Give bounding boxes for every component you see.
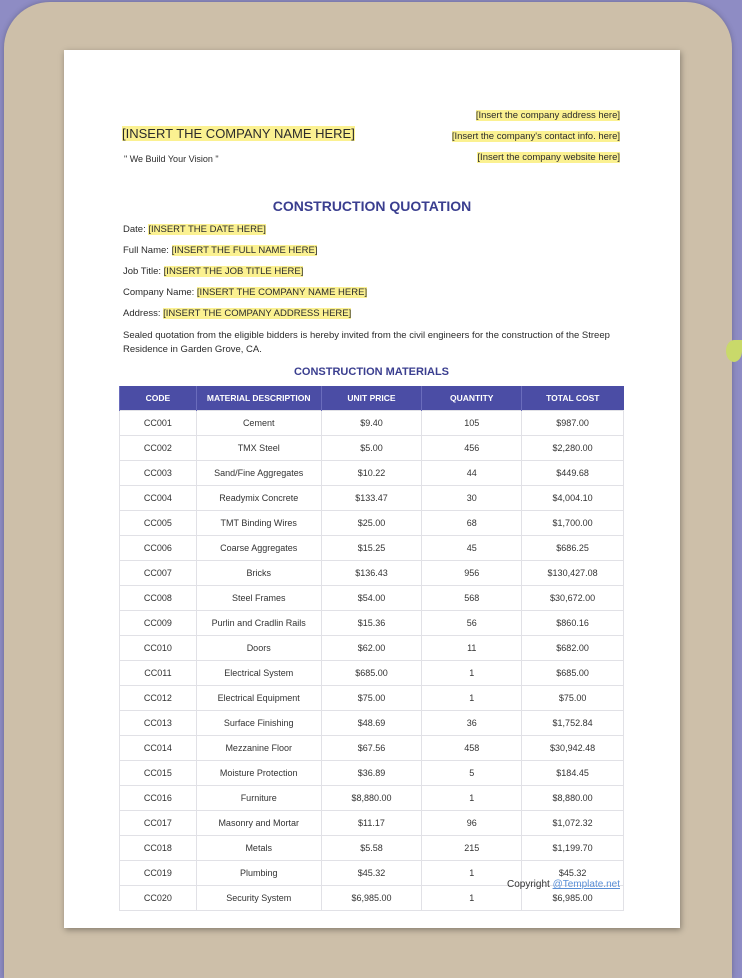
cell-quantity: 456 (422, 436, 522, 461)
cell-code: CC018 (120, 836, 197, 861)
cell-quantity: 956 (422, 561, 522, 586)
cell-code: CC002 (120, 436, 197, 461)
cell-description: Furniture (196, 786, 321, 811)
cell-code: CC009 (120, 611, 197, 636)
table-row (120, 661, 624, 686)
materials-table-title: CONSTRUCTION MATERIALS (293, 366, 449, 378)
cell-description: Electrical System (196, 661, 321, 686)
cell-quantity: 68 (422, 511, 522, 536)
column-header-quantity: QUANTITY (422, 386, 522, 411)
cell-quantity: 5 (422, 761, 522, 786)
cell-code: CC001 (120, 411, 197, 436)
cell-quantity: 1 (422, 661, 522, 686)
cell-total-cost: $2,280.00 (522, 436, 624, 461)
cell-quantity: 45 (422, 536, 522, 561)
cell-unit-price: $45.32 (321, 861, 422, 886)
cell-description: Cement (196, 411, 321, 436)
cell-unit-price: $15.25 (321, 536, 422, 561)
cell-description: Steel Frames (196, 586, 321, 611)
cell-unit-price: $36.89 (321, 761, 422, 786)
cell-total-cost: $1,700.00 (522, 511, 624, 536)
table-row (120, 511, 624, 536)
cell-unit-price: $75.00 (321, 686, 422, 711)
company-website: [Insert the company website here] (477, 152, 620, 163)
cell-description: TMT Binding Wires (196, 511, 321, 536)
field-date: Date: [INSERT THE DATE HERE] (123, 224, 266, 235)
cell-total-cost: $30,942.48 (522, 736, 624, 761)
cell-description: Electrical Equipment (196, 686, 321, 711)
leaf-decoration (726, 340, 742, 362)
cell-description: Doors (196, 636, 321, 661)
cell-total-cost: $987.00 (522, 411, 624, 436)
cell-unit-price: $48.69 (321, 711, 422, 736)
field-value: [INSERT THE COMPANY ADDRESS HERE] (163, 308, 352, 319)
cell-code: CC017 (120, 811, 197, 836)
cell-unit-price: $25.00 (321, 511, 422, 536)
cell-description: Metals (196, 836, 321, 861)
cell-quantity: 1 (422, 686, 522, 711)
cell-code: CC006 (120, 536, 197, 561)
field-full-name: Full Name: [INSERT THE FULL NAME HERE] (123, 245, 318, 256)
column-header-unit-price: UNIT PRICE (321, 386, 422, 411)
cell-quantity: 56 (422, 611, 522, 636)
table-row (120, 436, 624, 461)
cell-total-cost: $6,985.00 (522, 886, 624, 911)
cell-quantity: 30 (422, 486, 522, 511)
cell-unit-price: $11.17 (321, 811, 422, 836)
cell-code: CC007 (120, 561, 197, 586)
table-header-row (120, 386, 624, 411)
cell-quantity: 105 (422, 411, 522, 436)
field-value: [INSERT THE FULL NAME HERE] (171, 245, 318, 256)
materials-table-body (120, 411, 624, 911)
field-value: [INSERT THE COMPANY NAME HERE] (196, 287, 368, 298)
cell-quantity: 44 (422, 461, 522, 486)
template-link[interactable]: @Template.net (552, 879, 620, 890)
company-address: [Insert the company address here] (475, 110, 620, 121)
cell-code: CC019 (120, 861, 197, 886)
cell-unit-price: $62.00 (321, 636, 422, 661)
cell-code: CC005 (120, 511, 197, 536)
cell-unit-price: $8,880.00 (321, 786, 422, 811)
cell-quantity: 11 (422, 636, 522, 661)
cell-total-cost: $30,672.00 (522, 586, 624, 611)
table-row (120, 736, 624, 761)
cell-description: Readymix Concrete (196, 486, 321, 511)
cell-code: CC011 (120, 661, 197, 686)
cell-code: CC003 (120, 461, 197, 486)
cell-total-cost: $1,752.84 (522, 711, 624, 736)
column-header-total-cost: TOTAL COST (522, 386, 624, 411)
cell-quantity: 215 (422, 836, 522, 861)
cell-total-cost: $1,072.32 (522, 811, 624, 836)
cell-total-cost: $860.16 (522, 611, 624, 636)
cell-code: CC015 (120, 761, 197, 786)
document-title: CONSTRUCTION QUOTATION (272, 198, 472, 214)
cell-unit-price: $15.36 (321, 611, 422, 636)
cell-code: CC012 (120, 686, 197, 711)
cell-unit-price: $685.00 (321, 661, 422, 686)
table-row (120, 611, 624, 636)
table-row (120, 686, 624, 711)
cell-description: Mezzanine Floor (196, 736, 321, 761)
cell-unit-price: $136.43 (321, 561, 422, 586)
table-row (120, 586, 624, 611)
cell-total-cost: $75.00 (522, 686, 624, 711)
cell-code: CC016 (120, 786, 197, 811)
cell-unit-price: $67.56 (321, 736, 422, 761)
table-row (120, 486, 624, 511)
cell-quantity: 458 (422, 736, 522, 761)
cell-quantity: 1 (422, 786, 522, 811)
cell-quantity: 1 (422, 886, 522, 911)
cell-description: TMX Steel (196, 436, 321, 461)
field-value: [INSERT THE JOB TITLE HERE] (163, 266, 304, 277)
column-header-code: CODE (120, 386, 197, 411)
cell-total-cost: $184.45 (522, 761, 624, 786)
field-address: Address: [INSERT THE COMPANY ADDRESS HERE] (123, 308, 352, 319)
cell-total-cost: $4,004.10 (522, 486, 624, 511)
cell-unit-price: $9.40 (321, 411, 422, 436)
cell-quantity: 36 (422, 711, 522, 736)
company-tagline: " We Build Your Vision " (124, 154, 219, 164)
field-company-name: Company Name: [INSERT THE COMPANY NAME HERE] (123, 287, 368, 298)
company-contact: [Insert the company's contact info. here] (451, 131, 620, 142)
field-value: [INSERT THE DATE HERE] (148, 224, 266, 235)
table-row (120, 536, 624, 561)
cell-description: Sand/Fine Aggregates (196, 461, 321, 486)
cell-description: Moisture Protection (196, 761, 321, 786)
cell-code: CC010 (120, 636, 197, 661)
cell-description: Purlin and Cradlin Rails (196, 611, 321, 636)
intro-paragraph: Sealed quotation from the eligible bidders is hereby invited from the civil engineers for the construction of the Streep Residence in Garden Grove, CA. (123, 330, 610, 355)
table-row (120, 836, 624, 861)
cell-description: Bricks (196, 561, 321, 586)
cell-unit-price: $54.00 (321, 586, 422, 611)
cell-description: Plumbing (196, 861, 321, 886)
cell-code: CC013 (120, 711, 197, 736)
cell-unit-price: $10.22 (321, 461, 422, 486)
copyright-notice: Copyright @Template.net (507, 879, 620, 890)
table-row (120, 711, 624, 736)
cell-unit-price: $5.58 (321, 836, 422, 861)
field-job-title: Job Title: [INSERT THE JOB TITLE HERE] (123, 266, 304, 277)
table-row (120, 761, 624, 786)
cell-quantity: 1 (422, 861, 522, 886)
cell-code: CC014 (120, 736, 197, 761)
cell-total-cost: $449.68 (522, 461, 624, 486)
cell-description: Coarse Aggregates (196, 536, 321, 561)
company-name: [INSERT THE COMPANY NAME HERE] (122, 126, 355, 141)
cell-description: Security System (196, 886, 321, 911)
cell-code: CC004 (120, 486, 197, 511)
table-row (120, 636, 624, 661)
cell-total-cost: $685.00 (522, 661, 624, 686)
table-row (120, 561, 624, 586)
cell-unit-price: $6,985.00 (321, 886, 422, 911)
column-header-description: MATERIAL DESCRIPTION (196, 386, 321, 411)
cell-code: CC008 (120, 586, 197, 611)
cell-description: Masonry and Mortar (196, 811, 321, 836)
cell-unit-price: $5.00 (321, 436, 422, 461)
materials-table (119, 386, 624, 911)
quotation-document (64, 50, 680, 928)
table-row (120, 786, 624, 811)
table-row (120, 461, 624, 486)
cell-total-cost: $1,199.70 (522, 836, 624, 861)
table-row (120, 811, 624, 836)
cell-description: Surface Finishing (196, 711, 321, 736)
cell-total-cost: $686.25 (522, 536, 624, 561)
cell-total-cost: $8,880.00 (522, 786, 624, 811)
cell-unit-price: $133.47 (321, 486, 422, 511)
cell-quantity: 96 (422, 811, 522, 836)
cell-total-cost: $682.00 (522, 636, 624, 661)
table-row (120, 411, 624, 436)
cell-code: CC020 (120, 886, 197, 911)
cell-total-cost: $45.32 (522, 861, 624, 886)
cell-quantity: 568 (422, 586, 522, 611)
cell-total-cost: $130,427.08 (522, 561, 624, 586)
